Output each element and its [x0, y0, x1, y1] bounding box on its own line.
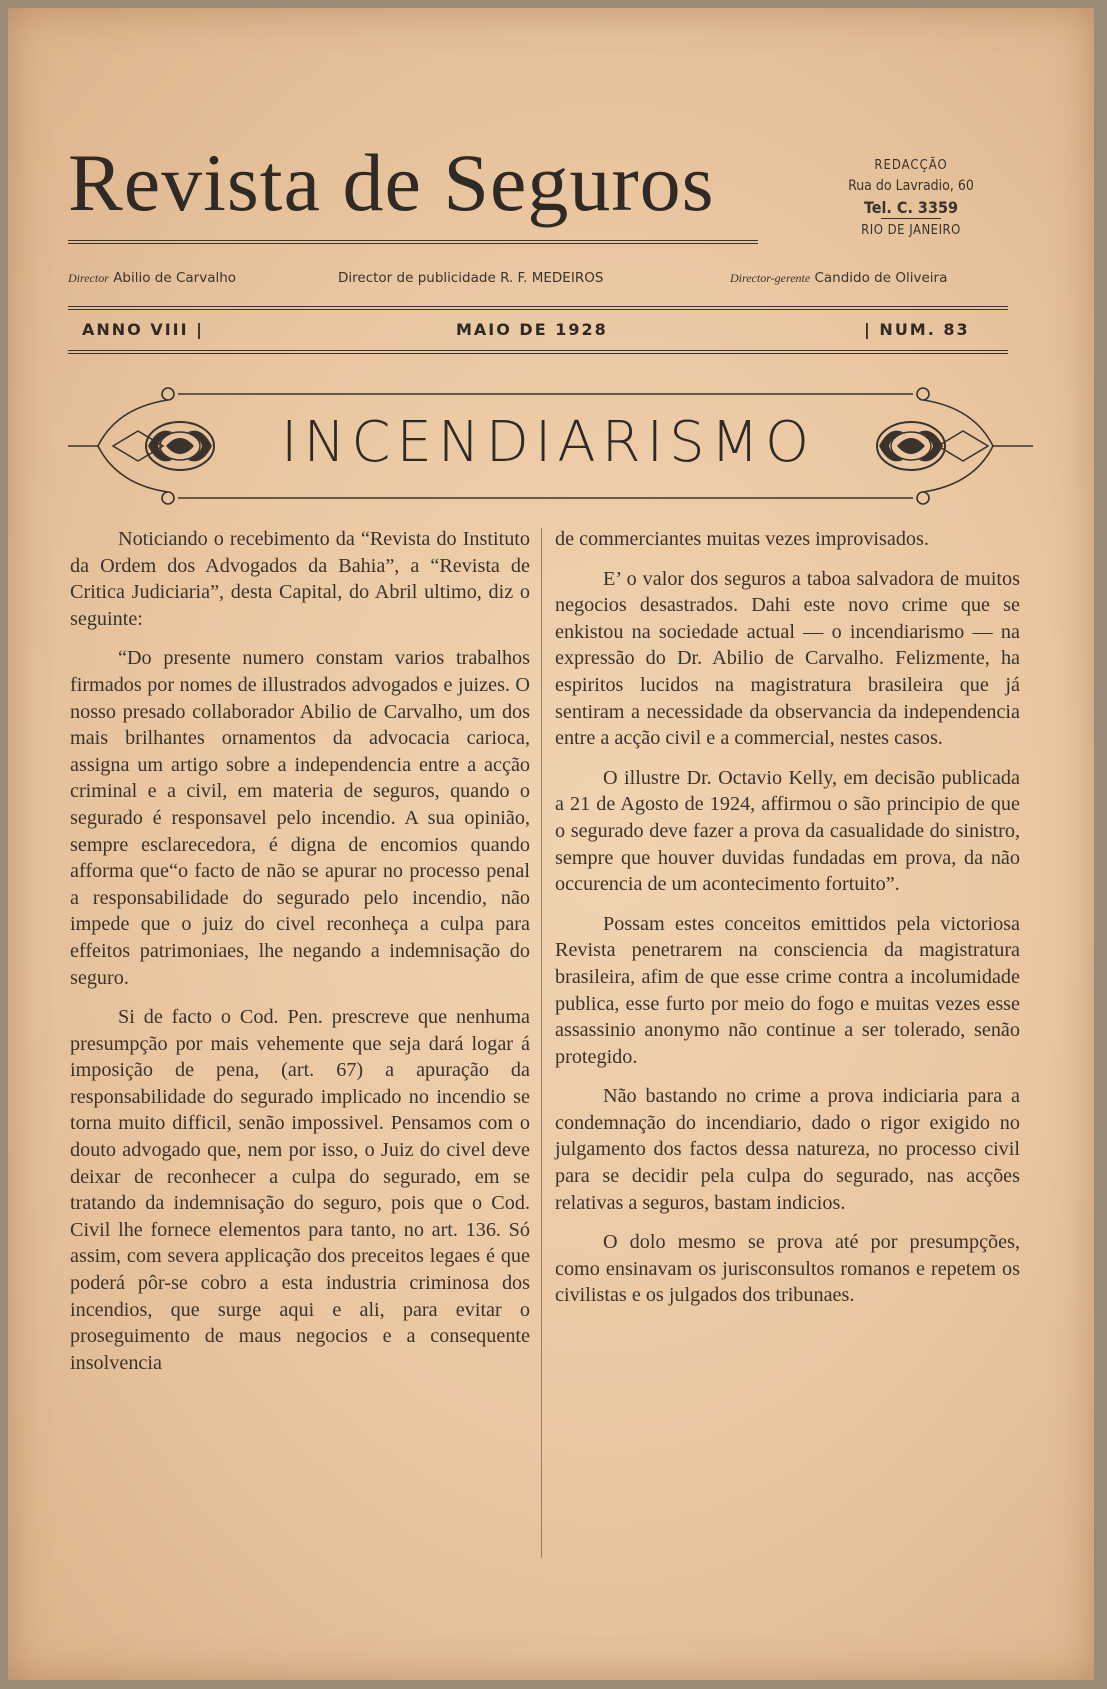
- manager-role: Director-gerente: [730, 271, 811, 285]
- office-city: RIO DE JANEIRO: [861, 223, 961, 238]
- director-name: Abilio de Carvalho: [113, 270, 237, 286]
- paragraph: “Do presente numero constam varios trabalhos firmados por nomes de illustrados advogados e juizes. O nosso presado collaborador Abilio de Carvalho, um dos mais brilhantes ornamentos da advocacia carioca, assigna um artigo sobre a independencia entre a acção criminal e a civil, em materia de seguros, quando o segurado é responsavel pelo incendio. A sua opinião, sempre esclarecedora, é digna de encomios quando afforma que“o facto de não se apurar no processo penal a responsabilidade do segurado pelo incendio, não impede que o juiz do civel reconheça a culpa para effeitos patrimoniaes, lhe negando a indemnisação do seguro.: [70, 647, 530, 989]
- redaccao-heading: REDACÇÃO: [874, 158, 948, 173]
- paragraph: de commerciantes muitas vezes improvisados.: [555, 528, 929, 550]
- article-right-column: [555, 526, 1020, 1322]
- paragraph: Noticiando o recebimento da “Revista do Instituto da Ordem dos Advogados da Bahia”, a “Revista de Critica Judiciaria”, desta Capital, do Abril ultimo, diz o seguinte:: [70, 528, 530, 630]
- issue-date: MAIO DE 1928: [456, 320, 608, 339]
- paragraph: O illustre Dr. Octavio Kelly, em decisão publicada a 21 de Agosto de 1924, affirmou o são principio de que o segurado deve fazer a prova da casualidade do sinistro, sempre que houver duvidas fundadas em prova, da não occurencia de um acontecimento fortuito”.: [555, 766, 1020, 896]
- manager-name: Candido de Oliveira: [814, 270, 948, 286]
- publicity-role: Director de publicidade: [338, 270, 496, 286]
- left-ornament-icon: [146, 422, 214, 470]
- paragraph: E’ o valor dos seguros a taboa salvadora de muitos negocios desastrados. Dahi este novo crime que se enkistou na sociedade actual — o incendiarismo — na expressão do Dr. Abilio de Carvalho. Felizmente, ha espiritos lucidos na magistratura brasileira que já sentiram a necessidade da observancia da independencia entre a acção civil e a commercial, nestes casos.: [555, 567, 1020, 750]
- office-telephone: Tel. C. 3359: [864, 198, 958, 217]
- paragraph: Não bastando no crime a prova indiciaria para a condemnação do incendiario, dado o rigor exigido no julgamento dos factos dessa natureza, no processo civil para se decidir pela culpa do segurado, nas acções relativas a seguros, bastam indicios.: [555, 1085, 1020, 1214]
- paragraph: O dolo mesmo se prova até por presumpções, como ensinavam os jurisconsultos romanos e repetem os civilistas e os julgados dos tribunaes.: [555, 1231, 1020, 1307]
- article-headline: INCENDIARISMO: [280, 410, 816, 475]
- issue-top-rule: [68, 306, 1008, 310]
- director-role: Director: [68, 271, 109, 285]
- paragraph: Si de facto o Cod. Pen. prescreve que nenhuma presumpção por mais vehemente que seja dará logar á imposição de pena, (art. 67) a apuração da responsabilidade do segurado implicado no incendio se torna muito difficil, senão impossivel. Pensamos com o douto advogado que, nem por isso, o Juiz do civel deve deixar de reconhecer a culpa do segurado, em se tratando da indemnisação do seguro, pois que o Cod. Civil lhe fornece elementos para tanto, no art. 136. Só assim, com severa applicação dos preceitos legaes é que poderá pôr-se cobro a esta industria criminosa dos incendios, que surge aqui e ali, para evitar o proseguimento de maus negocios e a consequente insolvencia: [70, 1006, 530, 1374]
- newspaper-page: [8, 8, 1094, 1680]
- column-divider: [541, 528, 542, 1558]
- issue-bottom-rule: [68, 350, 1008, 354]
- issue-year: ANNO VIII |: [82, 320, 204, 339]
- office-address: Rua do Lavradio, 60: [848, 178, 974, 194]
- issue-number: | NUM. 83: [864, 320, 970, 339]
- masthead-rule: [68, 240, 758, 244]
- right-ornament-icon: [877, 422, 945, 470]
- staff-director: [68, 270, 236, 286]
- staff-manager: [730, 270, 947, 286]
- publicity-name: R. F. MEDEIROS: [500, 270, 604, 286]
- masthead-title: Revista de Seguros: [68, 137, 715, 228]
- staff-publicity: [338, 270, 603, 286]
- office-rule: [881, 218, 941, 219]
- editorial-office-box: [806, 158, 1016, 238]
- paragraph: Possam estes conceitos emittidos pela victoriosa Revista penetrarem na consciencia da magistratura brasileira, afim de que esse crime contra a incolumidade publica, esse furto por meio do fogo e muitas vezes esse assassinio anonymo não continue a ser tolerado, senão protegido.: [555, 912, 1020, 1068]
- article-left-column: [70, 526, 530, 1389]
